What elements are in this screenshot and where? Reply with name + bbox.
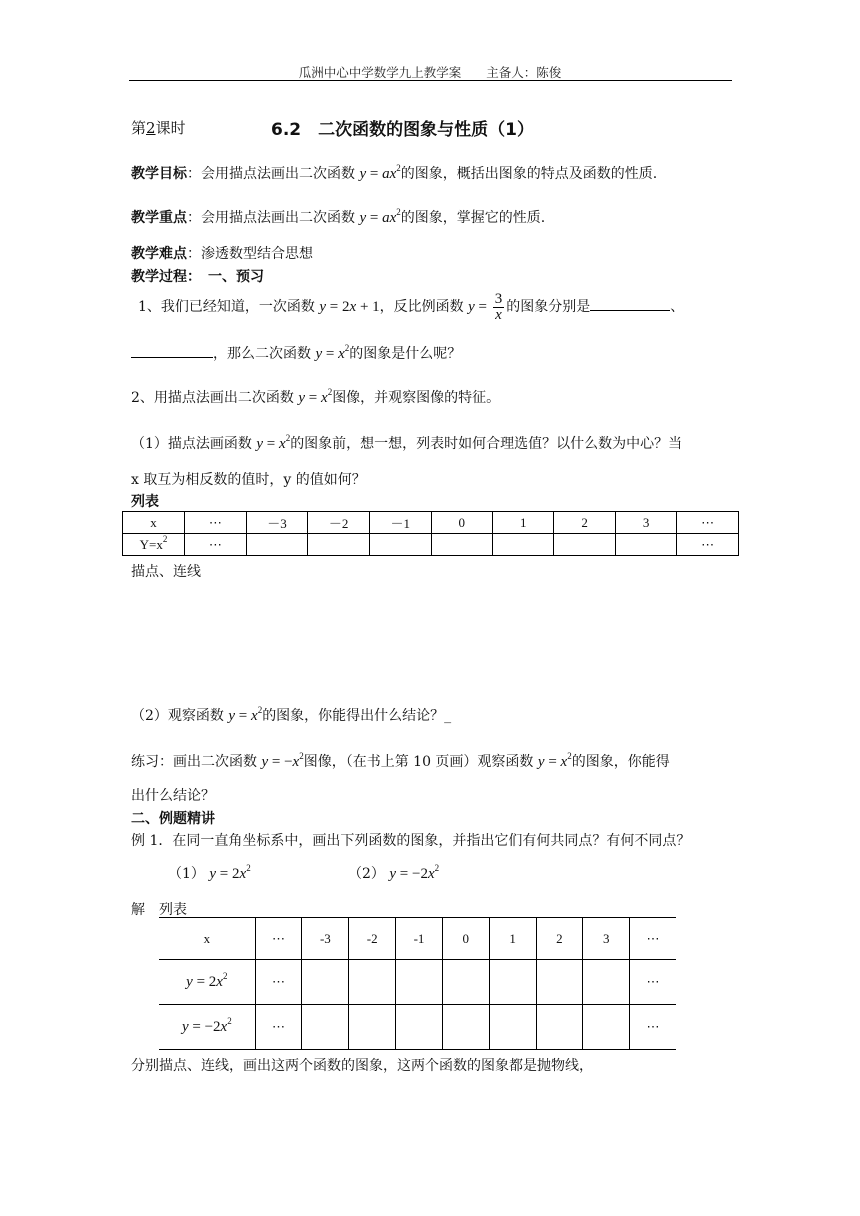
table-cell: ⋯ xyxy=(255,960,302,1005)
table-cell xyxy=(308,534,370,556)
table-cell: －3 xyxy=(246,512,308,534)
question-2-2: （2）观察函数 $y = x^2$的图象，你能得出什么结论？_ xyxy=(131,705,452,724)
table-cell xyxy=(554,534,615,556)
question-1-line2: ，那么二次函数 $y = x^2$的图象是什么呢？ xyxy=(131,343,461,363)
table-cell: －1 xyxy=(369,512,431,534)
table-row xyxy=(123,512,739,534)
table-cell: ⋯ xyxy=(677,512,739,534)
table-cell: 3 xyxy=(583,918,630,960)
table-row-label: $Y=x^2$ xyxy=(123,534,185,556)
question-1: 1、我们已经知道，一次函数 y = 2x + 1，反比例函数 y = $\frac{3}{x}$ 的图象分别是 、 xyxy=(138,290,685,323)
table-cell: -2 xyxy=(349,918,396,960)
lesson-number: 第2课时 xyxy=(131,119,186,137)
table-cell xyxy=(349,960,396,1005)
table-cell: -3 xyxy=(302,918,349,960)
table-cell: －2 xyxy=(308,512,370,534)
table-cell: 1 xyxy=(492,512,553,534)
table-cell: 2 xyxy=(554,512,615,534)
question-2: 2、用描点法画出二次函数 $y = x^2$图像，并观察图像的特征。 xyxy=(131,387,501,406)
answer-blank-1 xyxy=(590,296,670,311)
table-cell xyxy=(489,1005,536,1050)
table-cell: -1 xyxy=(396,918,443,960)
part-2-heading: 二、例题精讲 xyxy=(131,811,215,827)
fraction-3-over-x: $\frac{3}{x}$ xyxy=(494,290,503,323)
table-cell xyxy=(583,960,630,1005)
example-1: 例 1．在同一直角坐标系中，画出下列函数的图象，并指出它们有何共同点？有何不同点？ xyxy=(131,833,691,849)
value-table-2 xyxy=(159,917,676,1050)
table-cell xyxy=(489,960,536,1005)
table-cell xyxy=(369,534,431,556)
table-cell: ⋯ xyxy=(677,534,739,556)
table-cell: 1 xyxy=(489,918,536,960)
table-cell xyxy=(492,534,553,556)
table-cell xyxy=(302,1005,349,1050)
plot-label: 描点、连线 xyxy=(131,564,201,580)
teaching-key-points: 教学重点：会用描点法画出二次函数 $y = ax^2$的图象，掌握它的性质. xyxy=(131,207,546,226)
question-2-1-line2: x 取互为相反数的值时，y 的值如何？ xyxy=(131,472,366,488)
table-cell: 3 xyxy=(615,512,676,534)
answer-blank-2 xyxy=(131,343,213,358)
practice-line2: 出什么结论？ xyxy=(131,788,215,804)
table-cell xyxy=(396,1005,443,1050)
table-cell: ⋯ xyxy=(255,1005,302,1050)
table-cell: 0 xyxy=(431,512,492,534)
value-table-1 xyxy=(122,511,739,556)
table-cell xyxy=(583,1005,630,1050)
table-row-label: $y = -2x^2$ xyxy=(159,1005,255,1050)
table-cell xyxy=(396,960,443,1005)
table-cell: x xyxy=(123,512,185,534)
table-row xyxy=(159,1005,676,1050)
table-cell xyxy=(442,1005,489,1050)
table-cell: 2 xyxy=(536,918,583,960)
table-cell xyxy=(302,960,349,1005)
table-row xyxy=(123,534,739,556)
page-header: 瓜洲中心中学数学九上教学案 主备人：陈俊 xyxy=(298,65,562,80)
table-cell xyxy=(536,1005,583,1050)
solution-label: 解 列表 xyxy=(131,902,187,918)
table-cell: 0 xyxy=(442,918,489,960)
table-cell: ⋯ xyxy=(185,534,247,556)
footer-text: 分别描点、连线，画出这两个函数的图象，这两个函数的图象都是抛物线， xyxy=(131,1058,593,1074)
practice: 练习：画出二次函数 $y = -x^2$图像，（在书上第 10 页画）观察函数 $y = x^2$的图象，你能得 xyxy=(131,751,670,770)
table-cell: ⋯ xyxy=(185,512,247,534)
table-cell: ⋯ xyxy=(255,918,302,960)
table-cell xyxy=(349,1005,396,1050)
question-2-1: （1）描点法画函数 $y = x^2$的图象前，想一想，列表时如何合理选值？以什么数为中心？当 xyxy=(131,433,683,452)
example-1-option-2: （2） $y = -2x^2$ xyxy=(348,863,440,882)
section-title: 6.2 二次函数的图象与性质（1） xyxy=(271,120,534,140)
list-label: 列表 xyxy=(131,494,159,510)
table-cell xyxy=(431,534,492,556)
example-1-option-1: （1） $y = 2x^2$ xyxy=(168,863,251,882)
teaching-difficulties: 教学难点：渗透数型结合思想 xyxy=(131,246,313,262)
teaching-goals: 教学目标：会用描点法画出二次函数 $y = ax^2$的图象，概括出图象的特点及函数的性质. xyxy=(131,163,658,182)
table-row xyxy=(159,918,676,960)
table-cell xyxy=(615,534,676,556)
table-cell: ⋯ xyxy=(630,1005,676,1050)
table-cell: x xyxy=(159,918,255,960)
table-cell xyxy=(246,534,308,556)
header-rule xyxy=(129,80,732,81)
teaching-process: 教学过程： 一、预习 xyxy=(131,269,264,285)
table-cell xyxy=(536,960,583,1005)
table-cell xyxy=(442,960,489,1005)
table-row-label: $y = 2x^2$ xyxy=(159,960,255,1005)
table-cell: ⋯ xyxy=(630,960,676,1005)
table-row xyxy=(159,960,676,1005)
table-cell: ⋯ xyxy=(630,918,676,960)
